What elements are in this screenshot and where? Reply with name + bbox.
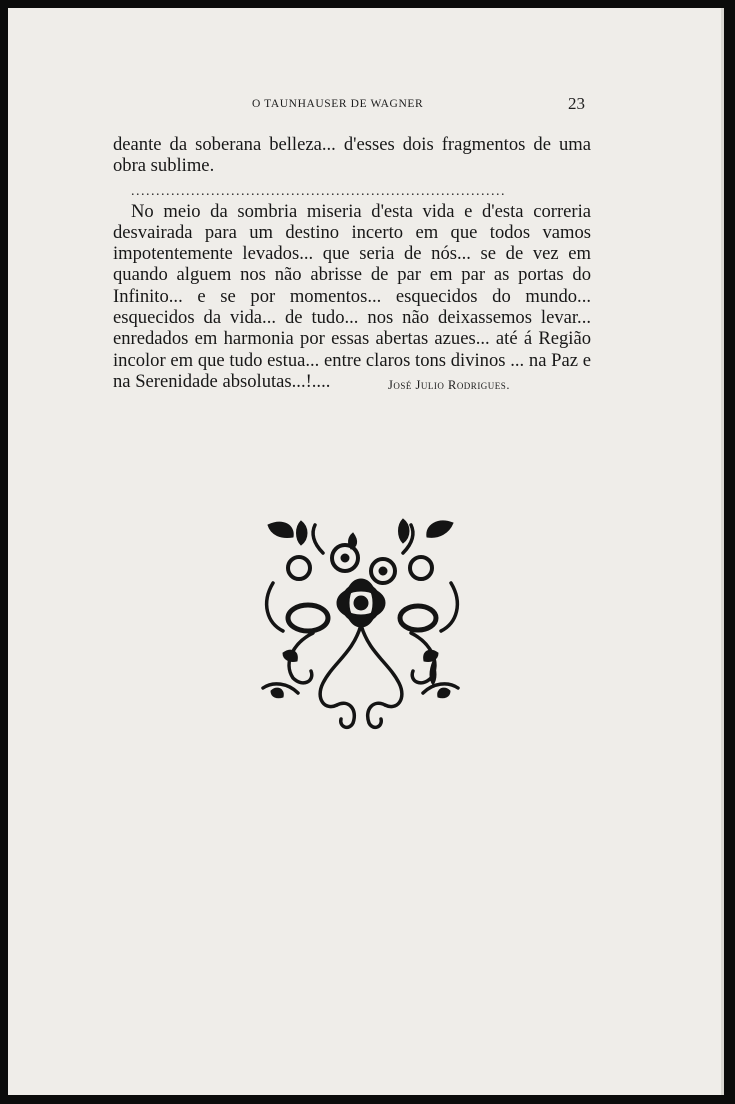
running-title: O TAUNHAUSER DE WAGNER [252,98,424,110]
author-signature: José Julio Rodrigues. [388,378,510,392]
dotted-separator: ........................................................................... [131,184,506,199]
page-number: 23 [568,94,585,113]
book-page [8,8,724,1095]
paragraph-1: deante da soberana belleza... d'esses dois fragmentos de uma obra sublime. [113,134,591,177]
paragraph-2: No meio da sombria miseria d'esta vida e d'esta correria desvairada para um destino incerto em que todos vamos impotentemente levados... que seria de nós... se de vez em quando alguem nos não abrisse de par em par as portas do Infinito... e se por momentos... esquecidos do mundo... esquecidos da vida... de tudo... nos não deixassemos levar... enredados em harmonia por essas abertas azues... até á Região incolor em que tudo estua... entre claros tons divinos ... na Paz e na Serenidade absolutas...!.... [113,200,591,392]
body-text [113,134,591,392]
floral-vignette-icon [253,513,468,735]
